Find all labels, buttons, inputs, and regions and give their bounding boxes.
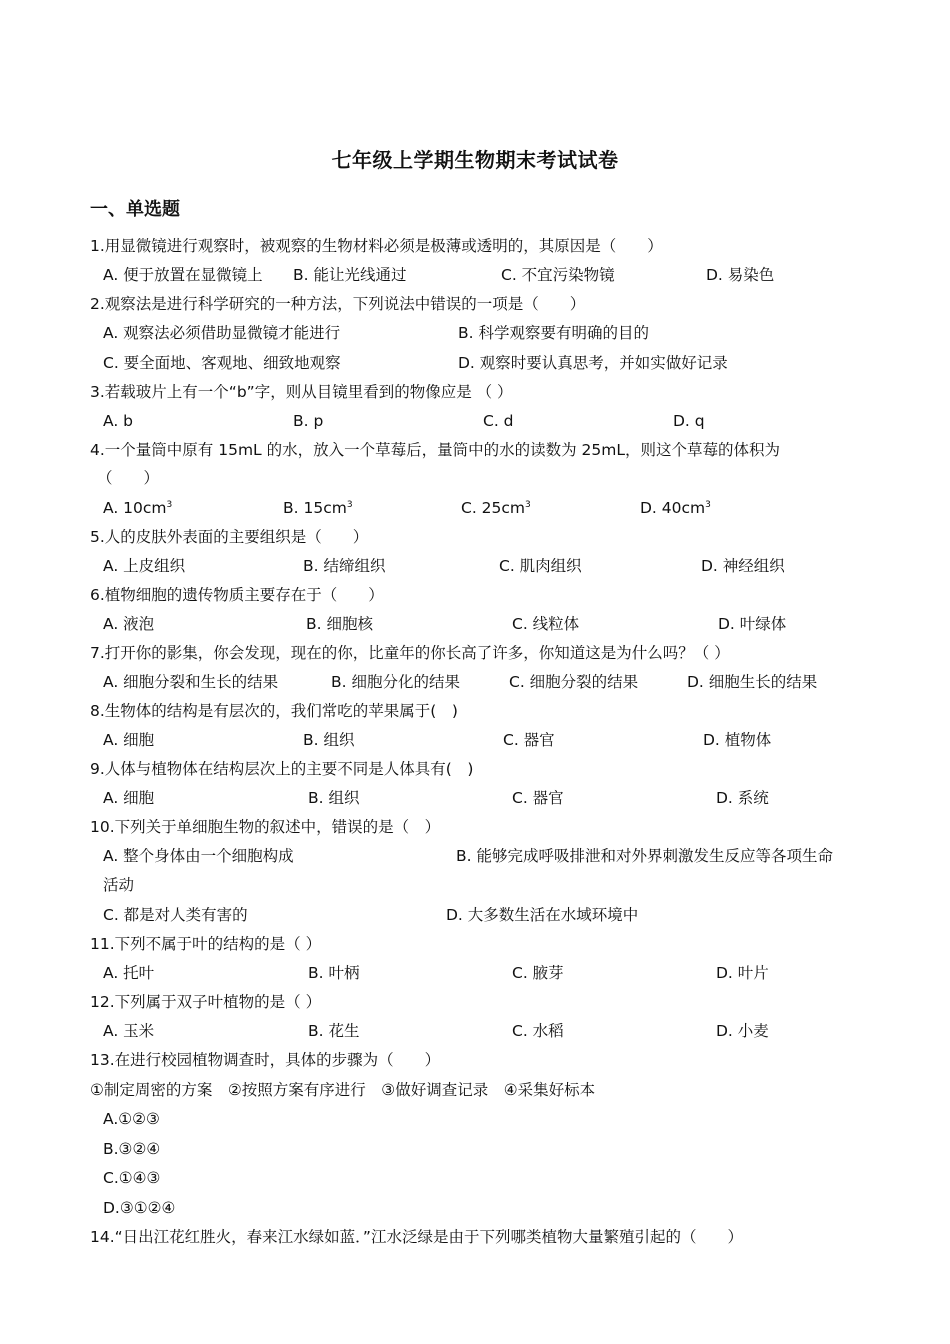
option-c: C. $25cm^3$ bbox=[461, 499, 531, 517]
question-13-option-d: D.③①②④ bbox=[103, 1199, 176, 1217]
option-a: A. 细胞 bbox=[103, 731, 155, 749]
question-11-stem: 11.下列不属于叶的结构的是（ ） bbox=[90, 935, 322, 953]
option-d: D. 大多数生活在水域环境中 bbox=[446, 906, 639, 924]
option-c: C. 都是对人类有害的 bbox=[103, 906, 248, 924]
option-d: D. 植物体 bbox=[703, 731, 772, 749]
option-d: D. $40cm^3$ bbox=[640, 499, 711, 517]
option-a: A. 细胞 bbox=[103, 789, 155, 807]
option-b: B. 叶柄 bbox=[308, 964, 360, 982]
option-b: B. 细胞核 bbox=[306, 615, 373, 633]
question-3-options bbox=[103, 410, 863, 432]
question-11-options bbox=[103, 962, 863, 984]
option-c: C. 器官 bbox=[512, 789, 564, 807]
question-13-stem: 13.在进行校园植物调查时，具体的步骤为（ ） bbox=[90, 1051, 441, 1069]
question-8-options bbox=[103, 729, 863, 751]
option-d: D. 系统 bbox=[716, 789, 769, 807]
option-a: A. 托叶 bbox=[103, 964, 155, 982]
option-d: D. 易染色 bbox=[706, 266, 775, 284]
option-b: B. 科学观察要有明确的目的 bbox=[458, 324, 649, 342]
question-13-option-b: B.③②④ bbox=[103, 1140, 161, 1158]
option-b: B. p bbox=[293, 412, 324, 430]
section-heading: 一、单选题 bbox=[90, 199, 180, 220]
question-4-stem-wrap: （ ） bbox=[97, 469, 160, 487]
option-a: A. 观察法必须借助显微镜才能进行 bbox=[103, 324, 341, 342]
option-a: A. 细胞分裂和生长的结果 bbox=[103, 673, 279, 691]
option-d: D. 细胞生长的结果 bbox=[687, 673, 818, 691]
option-b: B. 能让光线通过 bbox=[293, 266, 407, 284]
option-a: A. $10cm^3$ bbox=[103, 499, 173, 517]
question-7-stem: 7.打开你的影集，你会发现，现在的你，比童年的你长高了许多，你知道这是为什么吗？（ ） bbox=[90, 644, 730, 662]
question-5-options bbox=[103, 555, 863, 577]
question-3-stem: 3.若载玻片上有一个“b”字，则从目镜里看到的物像应是 （ ） bbox=[90, 383, 513, 401]
option-a: A. 液泡 bbox=[103, 615, 155, 633]
question-10-stem: 10.下列关于单细胞生物的叙述中，错误的是（ ） bbox=[90, 818, 441, 836]
option-c: C. 细胞分裂的结果 bbox=[509, 673, 639, 691]
option-c: C. 线粒体 bbox=[512, 615, 580, 633]
question-6-options bbox=[103, 613, 863, 635]
question-4-options bbox=[103, 497, 863, 519]
option-a: A. 上皮组织 bbox=[103, 557, 186, 575]
option-b: B. 能够完成呼吸排泄和对外界刺激发生反应等各项生命 bbox=[456, 847, 833, 865]
superscript: 3 bbox=[705, 499, 711, 510]
question-10-option-b-wrap: 活动 bbox=[103, 876, 135, 894]
option-b: B. 组织 bbox=[308, 789, 360, 807]
question-13-option-a: A.①②③ bbox=[103, 1110, 160, 1128]
option-d: D. 叶片 bbox=[716, 964, 769, 982]
question-2-options-row2 bbox=[103, 352, 863, 374]
option-b: B. 组织 bbox=[303, 731, 355, 749]
question-7-options bbox=[103, 671, 863, 693]
question-1-stem: 1.用显微镜进行观察时，被观察的生物材料必须是极薄或透明的，其原因是（ ） bbox=[90, 237, 663, 255]
option-c: C. d bbox=[483, 412, 514, 430]
option-a: A. 玉米 bbox=[103, 1022, 155, 1040]
option-c: C. 腋芽 bbox=[512, 964, 564, 982]
option-c: C. 要全面地、客观地、细致地观察 bbox=[103, 354, 341, 372]
question-12-options bbox=[103, 1020, 863, 1042]
question-2-options-row1 bbox=[103, 322, 863, 344]
question-9-options bbox=[103, 787, 863, 809]
question-13-steps: ①制定周密的方案 ②按照方案有序进行 ③做好调查记录 ④采集好标本 bbox=[90, 1081, 596, 1099]
page-title: 七年级上学期生物期末考试试卷 bbox=[331, 148, 619, 172]
option-b: B. 花生 bbox=[308, 1022, 360, 1040]
option-d: D. 神经组织 bbox=[701, 557, 785, 575]
option-a: A. 整个身体由一个细胞构成 bbox=[103, 847, 294, 865]
option-c: C. 不宜污染物镜 bbox=[501, 266, 615, 284]
option-b: B. 结缔组织 bbox=[303, 557, 386, 575]
question-9-stem: 9.人体与植物体在结构层次上的主要不同是人体具有( ) bbox=[90, 760, 474, 778]
option-d: D. q bbox=[673, 412, 705, 430]
option-b: B. 细胞分化的结果 bbox=[331, 673, 460, 691]
question-14-stem: 14.“日出江花红胜火，春来江水绿如蓝．”江水泛绿是由于下列哪类植物大量繁殖引起的（ ） bbox=[90, 1228, 743, 1246]
option-b: B. $15cm^3$ bbox=[283, 499, 353, 517]
option-d: D. 观察时要认真思考，并如实做好记录 bbox=[458, 354, 728, 372]
question-6-stem: 6.植物细胞的遗传物质主要存在于（ ） bbox=[90, 586, 384, 604]
option-a: A. 便于放置在显微镜上 bbox=[103, 266, 263, 284]
question-13-option-c: C.①④③ bbox=[103, 1169, 161, 1187]
question-2-stem: 2.观察法是进行科学研究的一种方法，下列说法中错误的一项是（ ） bbox=[90, 295, 586, 313]
question-1-options bbox=[103, 264, 863, 286]
option-d: D. 小麦 bbox=[716, 1022, 769, 1040]
question-10-options-row2 bbox=[103, 904, 863, 926]
question-10-options-row1 bbox=[103, 845, 863, 867]
question-5-stem: 5.人的皮肤外表面的主要组织是（ ） bbox=[90, 528, 369, 546]
option-c: C. 水稻 bbox=[512, 1022, 564, 1040]
question-4-stem: 4.一个量筒中原有 15mL 的水，放入一个草莓后，量筒中的水的读数为 25mL，则这个草莓的体积为 bbox=[90, 441, 780, 459]
superscript: 3 bbox=[525, 499, 531, 510]
option-c: C. 肌肉组织 bbox=[499, 557, 582, 575]
option-d: D. 叶绿体 bbox=[718, 615, 787, 633]
question-8-stem: 8.生物体的结构是有层次的，我们常吃的苹果属于( ) bbox=[90, 702, 458, 720]
option-a: A. b bbox=[103, 412, 134, 430]
option-c: C. 器官 bbox=[503, 731, 555, 749]
question-12-stem: 12.下列属于双子叶植物的是（ ） bbox=[90, 993, 322, 1011]
superscript: 3 bbox=[166, 499, 173, 510]
superscript: 3 bbox=[346, 499, 353, 510]
